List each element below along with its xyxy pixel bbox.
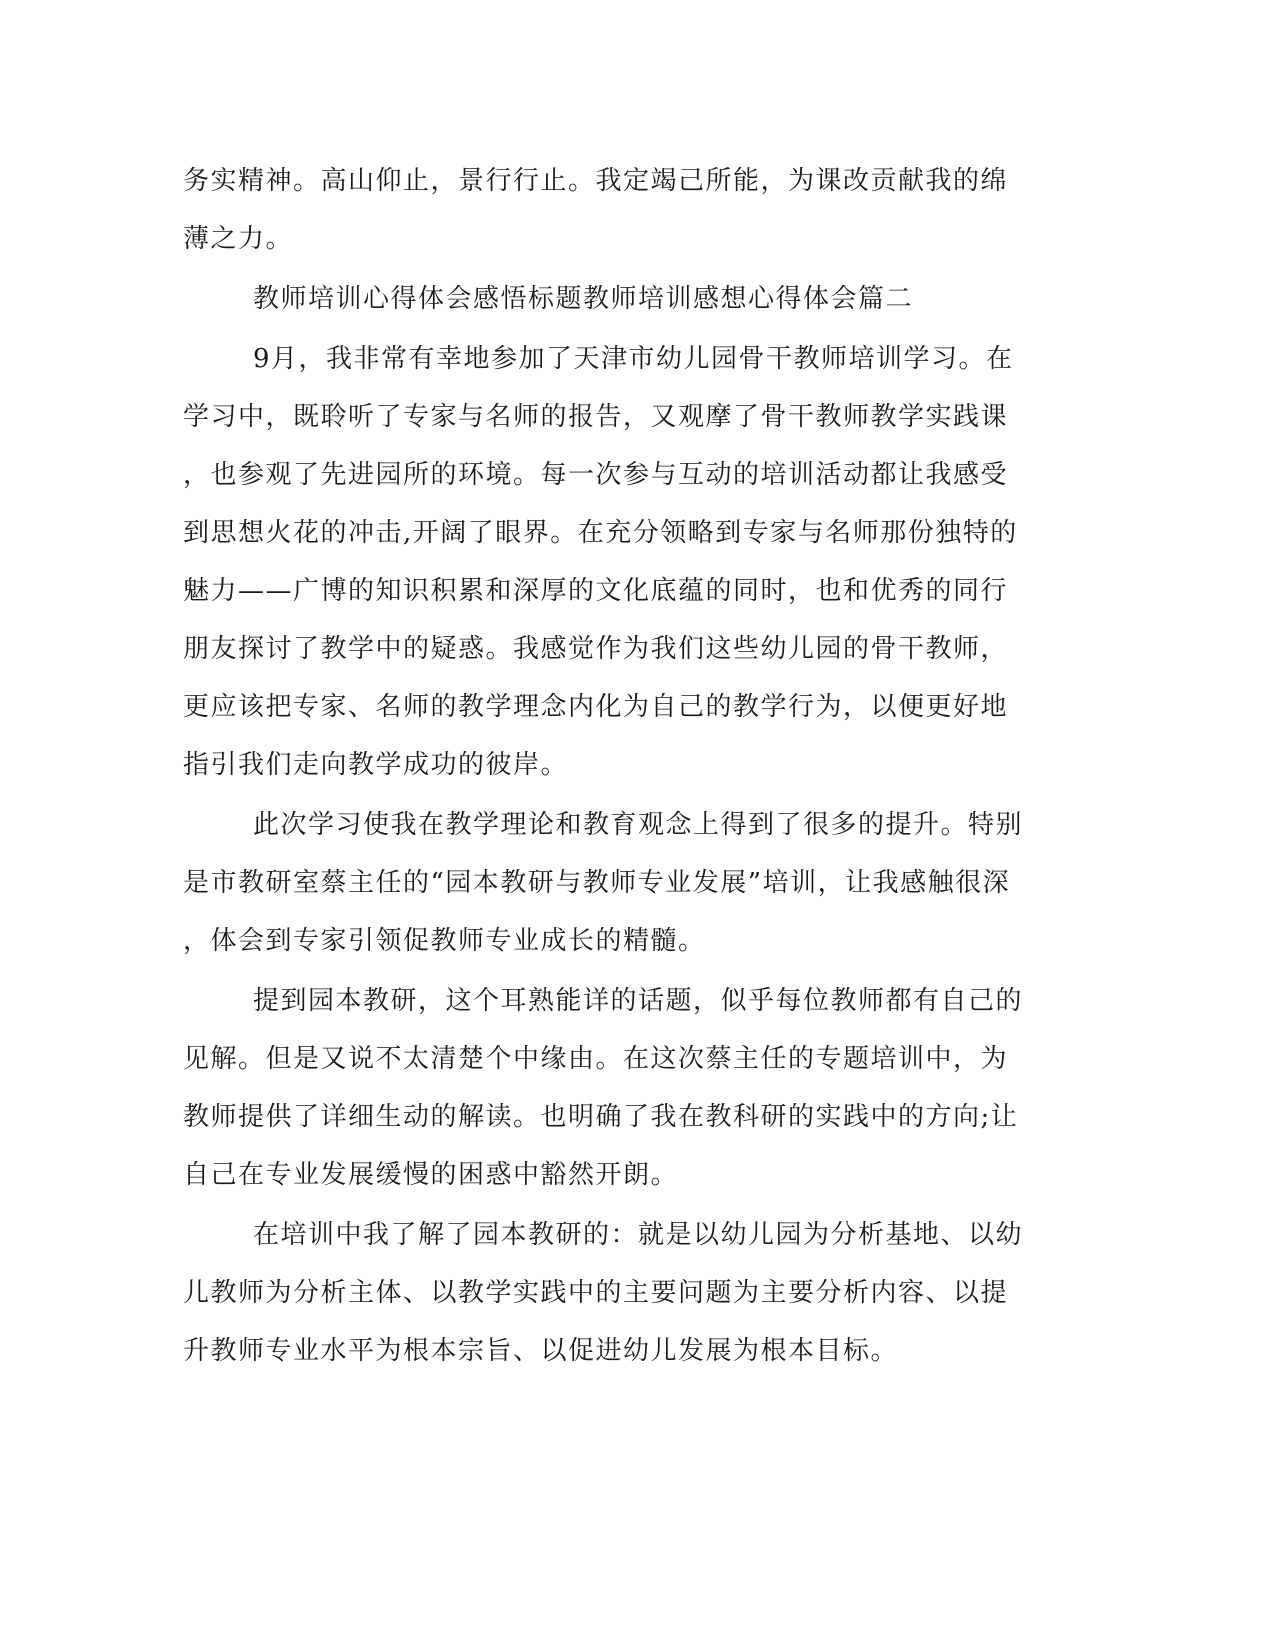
- text-line: 学习中，既聆听了专家与名师的报告，又观摩了骨干教师教学实践课: [183, 402, 1009, 432]
- paragraph: [183, 330, 1033, 794]
- paragraph: [183, 152, 1033, 268]
- text-line: 自己在专业发展缓慢的困惑中豁然开朗。: [183, 1160, 679, 1190]
- text-line: 指引我们走向教学成功的彼岸。: [183, 750, 569, 780]
- text-line: 朋友探讨了教学中的疑惑。我感觉作为我们这些幼儿园的骨干教师，: [183, 634, 1009, 664]
- text-line: 更应该把专家、名师的教学理念内化为自己的教学行为，以便更好地: [183, 692, 1009, 722]
- text-line: 提到园本教研，这个耳熟能详的话题，似乎每位教师都有自己的: [253, 986, 1024, 1016]
- text-line: 此次学习使我在教学理论和教育观念上得到了很多的提升。特别: [253, 810, 1024, 840]
- text-line: 到思想火花的冲击,开阔了眼界。在充分领略到专家与名师那份独特的: [183, 518, 1018, 548]
- text-line: 是市教研室蔡主任的“园本教研与教师专业发展”培训，让我感触很深: [183, 868, 1011, 898]
- text-line: ，也参观了先进园所的环境。每一次参与互动的培训活动都让我感受: [183, 460, 1009, 490]
- paragraph: [183, 1206, 1033, 1380]
- section-heading: [183, 270, 1033, 328]
- paragraph: [183, 796, 1033, 970]
- text-line: 教师提供了详细生动的解读。也明确了我在教科研的实践中的方向;让: [183, 1102, 1019, 1132]
- text-line: 薄之力。: [183, 224, 294, 254]
- text-line: 在培训中我了解了园本教研的：就是以幼儿园为分析基地、以幼: [253, 1220, 1024, 1250]
- text-line: 见解。但是又说不太清楚个中缘由。在这次蔡主任的专题培训中，为: [183, 1044, 1009, 1074]
- paragraph: [183, 972, 1033, 1204]
- text-line: 9月，我非常有幸地参加了天津市幼儿园骨干教师培训学习。在: [253, 344, 1014, 374]
- document-body: [183, 152, 1033, 1380]
- text-line: 务实精神。高山仰止，景行行止。我定竭己所能，为课改贡献我的绵: [183, 166, 1009, 196]
- text-line: 教师培训心得体会感悟标题教师培训感想心得体会篇二: [253, 284, 914, 314]
- text-line: 儿教师为分析主体、以教学实践中的主要问题为主要分析内容、以提: [183, 1278, 1009, 1308]
- text-line: ，体会到专家引领促教师专业成长的精髓。: [183, 926, 706, 956]
- text-line: 升教师专业水平为根本宗旨、以促进幼儿发展为根本目标。: [183, 1336, 899, 1366]
- text-line: 魅力——广博的知识积累和深厚的文化底蕴的同时，也和优秀的同行: [183, 576, 1009, 606]
